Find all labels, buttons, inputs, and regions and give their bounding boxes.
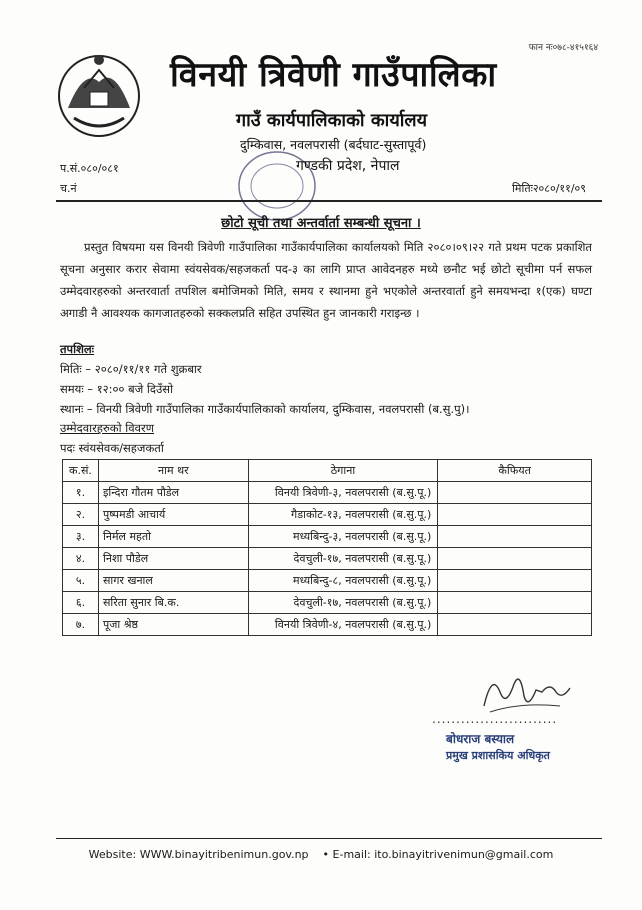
nepal-emblem-icon [54,48,144,142]
office-name: गाउँ कार्यपालिकाको कार्यालय [236,110,428,131]
table-row [63,614,592,636]
cell-address: विनयी त्रिवेणी-४, नवलपरासी (ब.सु.पू.) [248,614,438,636]
cell-address: मध्यबिन्दु-८, नवलपरासी (ब.सु.पू.) [248,570,438,592]
col-header-sn: क.सं. [63,460,99,482]
cell-name: निर्मल महतो [98,526,248,548]
interview-venue: स्थानः – विनयी त्रिवेणी गाउँपालिका गाउँकार्यपालिकाको कार्यालय, दुम्किवास, नवलपरासी (ब.सु.पु)। [60,402,470,416]
cell-sn: २. [63,504,99,526]
cell-address: देवचुली-१७, नवलपरासी (ब.सु.पू.) [248,548,438,570]
phone-number: फान नः०७८-४१५१६४ [528,43,598,53]
cell-name: सरिता सुनार बि.क. [98,592,248,614]
signer-name: बोधराज बस्याल [446,732,515,746]
reference-number: प.सं.०८०/०८१ [60,162,119,175]
table-row [63,570,592,592]
cell-name: पुष्पमडी आचार्य [98,504,248,526]
cell-name: सागर खनाल [98,570,248,592]
cell-remarks [438,548,592,570]
footer-divider [56,838,602,839]
cell-name: निशा पौडेल [98,548,248,570]
cell-address: गैडाकोट-१३, नवलपरासी (ब.सु.पू.) [248,504,438,526]
cell-remarks [438,592,592,614]
interview-time: समयः – १२:०० बजे दिउँसो [60,382,174,396]
municipality-title: विनयी त्रिवेणी गाउँपालिका [170,55,497,95]
notice-subject [0,213,642,231]
cell-sn: ३. [63,526,99,548]
letter-date: मितिः२०८०/११/०९ [512,182,586,195]
interview-date: मितिः – २०८०/११/११ गते शुक्रबार [60,362,202,376]
cell-sn: ४. [63,548,99,570]
table-row [63,482,592,504]
cell-sn: ५. [63,570,99,592]
footer [0,848,642,861]
cell-name: इन्दिरा गौतम पौडेल [98,482,248,504]
province-line: गण्डकी प्रदेश, नेपाल [296,158,400,174]
cell-remarks [438,526,592,548]
table-row [63,504,592,526]
candidates-heading: उम्मेदवारहरुको विवरण [60,421,155,435]
cell-remarks [438,614,592,636]
cell-sn: ६. [63,592,99,614]
table-row [63,548,592,570]
signer-title: प्रमुख प्रशासकिय अधिकृत [446,749,550,762]
cell-remarks [438,482,592,504]
dispatch-number: च.नं [60,182,77,195]
cell-sn: १. [63,482,99,504]
col-header-address: ठेगाना [248,460,438,482]
col-header-name: नाम थर [98,460,248,482]
cell-sn: ७. [63,614,99,636]
post-line: पदः स्वंयसेवक/सहजकर्ता [60,441,164,455]
notice-body: प्रस्तुत विषयमा यस विनयी त्रिवेणी गाउँपालिका गाउँकार्यपालिका कार्यालयको मिति २०८०।०९।२२ गते प्रथम पटक प्रकाशित सूचना अनुसार करार सेवामा स्वंयसेवक/सहजकर्ता पद-३ का लागि प्राप्त आवेदनहरु मध्ये छनौट भई छोटो सूचीमा पर्न सफल उम्मेदवारहरुको अन्तरवार्ता तपशिल बमोजिमको मिति, समय र स्थानमा हुने भएकोले अन्तरवार्ता हुने समयभन्दा १(एक) घण्टा अगाडी नै आवश्यक कागजातहरुको सक्कलप्रति सहित उपस्थित हुन जानकारी गराइन्छ । [60,240,592,320]
footer-email: • E-mail: ito.binayitrivenimun@gmail.com [322,848,554,861]
header-divider [56,200,602,202]
office-address: दुम्किवास, नवलपरासी (बर्दघाट-सुस्तापूर्व) [240,137,427,152]
candidates-table [62,459,592,636]
col-header-remarks: कैफियत [438,460,592,482]
cell-name: पूजा श्रेष्ठ [98,614,248,636]
cell-address: देवचुली-१७, नवलपरासी (ब.सु.पू.) [248,592,438,614]
cell-address: मध्यबिन्दु-३, नवलपरासी (ब.सु.पू.) [248,526,438,548]
notice-subject-text: छोटो सूची तथा अन्तर्वार्ता सम्बन्धी सूचना । [221,216,421,231]
cell-address: विनयी त्रिवेणी-३, नवलपरासी (ब.सु.पू.) [248,482,438,504]
table-header-row [63,460,592,482]
table-row [63,592,592,614]
footer-website: Website: WWW.binayitribenimun.gov.np [88,848,309,861]
table-row [63,526,592,548]
cell-remarks [438,570,592,592]
cell-remarks [438,504,592,526]
details-heading: तपशिलः [60,342,95,356]
signature-line: .......................... [432,712,558,726]
